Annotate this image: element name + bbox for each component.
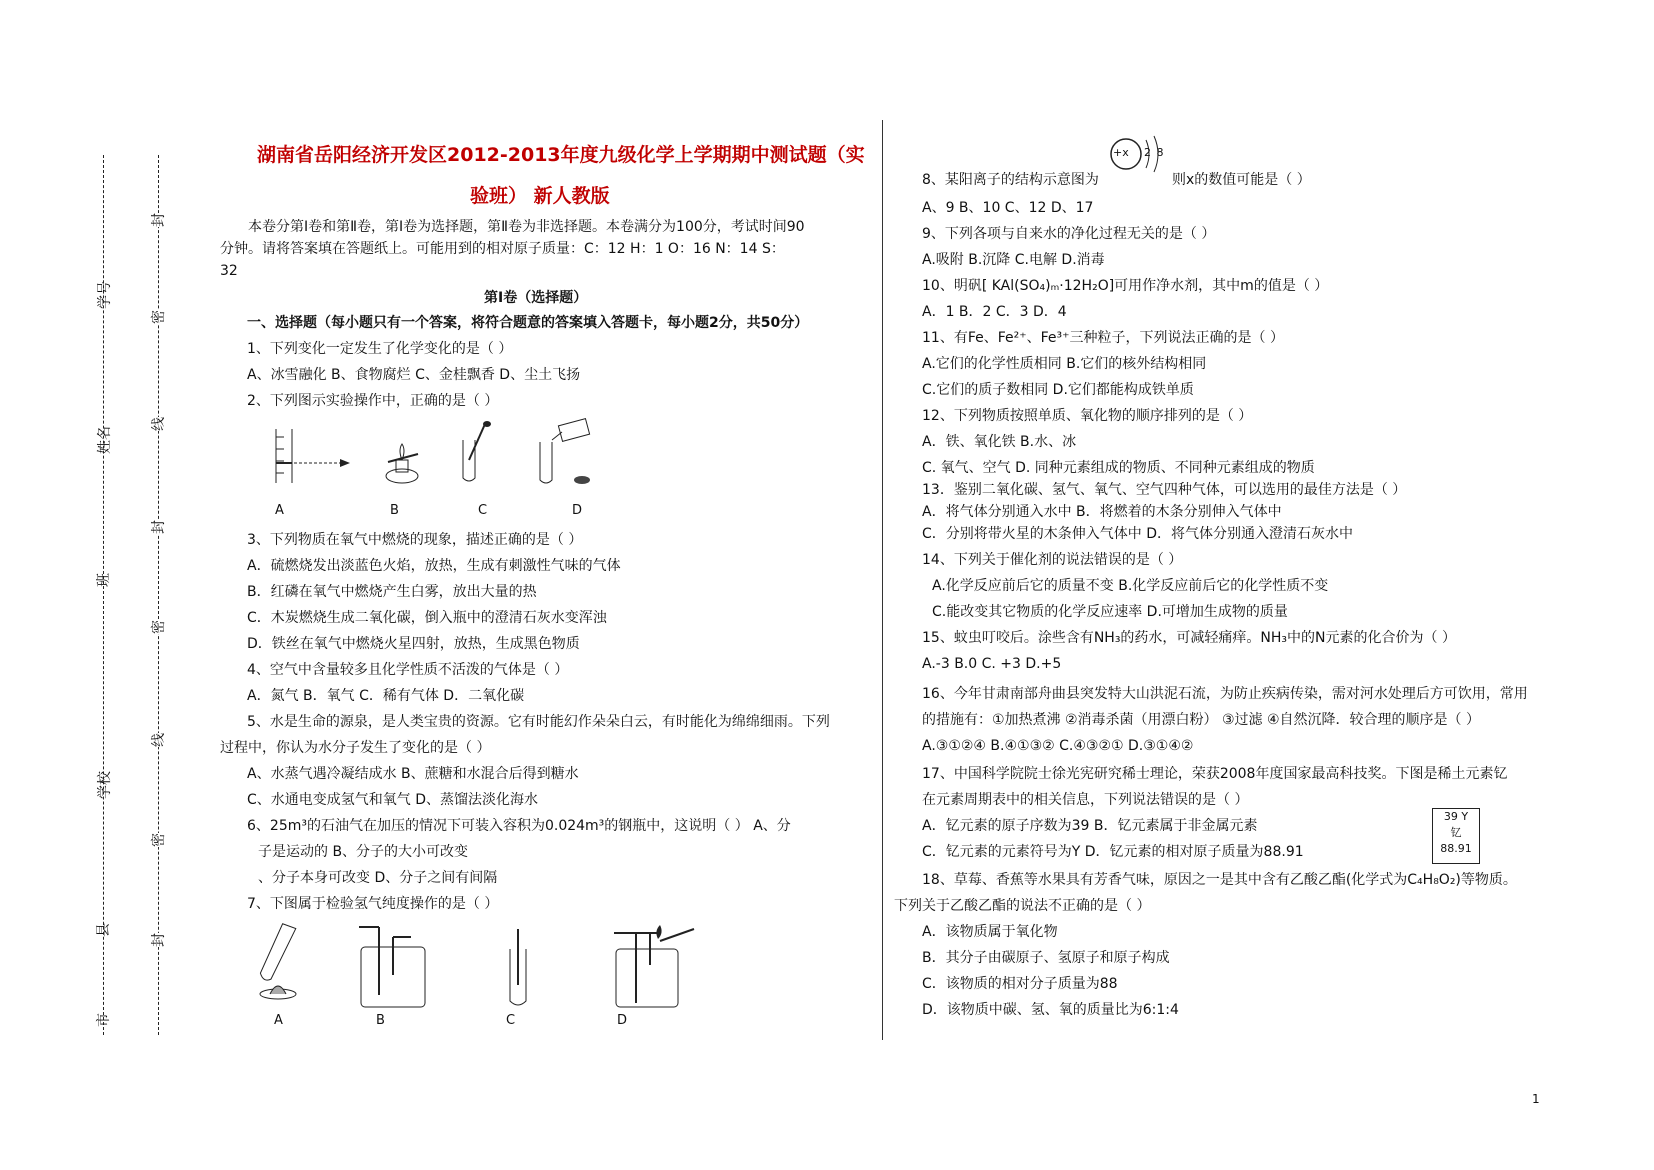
question-options: C．分别将带火星的木条伸入气体中 D．将气体分别通入澄清石灰水中 <box>922 526 1354 542</box>
question-stem: 3、下列物质在氧气中燃烧的现象，描述正确的是（ ） <box>247 532 583 548</box>
question-stem: 下列关于乙酸乙酯的说法不正确的是（ ） <box>894 898 1151 914</box>
label-city: 市 <box>96 1013 112 1027</box>
element-yttrium-card <box>1432 808 1480 864</box>
seal-char: 封 <box>146 213 170 227</box>
option-d: D．该物质中碳、氢、氧的质量比为6:1:4 <box>922 1002 1179 1018</box>
page-number: 1 <box>1532 1092 1540 1106</box>
option-c: C．该物质的相对分子质量为88 <box>922 976 1118 992</box>
figure-caption: B <box>376 1013 385 1028</box>
figure-caption: D <box>572 503 583 518</box>
figure-caption: A <box>275 503 284 518</box>
seal-char: 密 <box>146 310 170 324</box>
test-tube-dropper-figure <box>455 420 500 485</box>
binding-line-inner <box>158 155 159 1035</box>
figure-caption: A <box>274 1013 283 1028</box>
question-options: C.能改变其它物质的化学反应速率 D.可增加生成物的质量 <box>932 604 1288 620</box>
question-options: A．钇元素的原子序数为39 B．钇元素属于非金属元素 <box>922 818 1258 834</box>
question-options: A．氮气 B．氧气 C．稀有气体 D．二氧化碳 <box>247 688 525 704</box>
label-class: 班 <box>96 573 112 587</box>
question-stem: 在元素周期表中的相关信息，下列说法错误的是（ ） <box>922 792 1249 808</box>
gas-bottle-with-tubes-figure <box>355 925 430 1010</box>
question-stem: 7、下图属于检验氢气纯度操作的是（ ） <box>247 896 499 912</box>
figure-caption: C <box>478 503 488 518</box>
question-options: A、9 B、10 C、12 D、17 <box>922 200 1094 216</box>
question-stem: 13．鉴别二氧化碳、氢气、氧气、空气四种气体，可以选用的最佳方法是（ ） <box>922 482 1407 498</box>
question-options: A.化学反应前后它的质量不变 B.化学反应前后它的化学性质不变 <box>932 578 1329 594</box>
question-options: A.它们的化学性质相同 B.它们的核外结构相同 <box>922 356 1207 372</box>
question-stem: 9、下列各项与自来水的净化过程无关的是（ ） <box>922 226 1216 242</box>
question-stem: 过程中，你认为水分子发生了变化的是（ ） <box>220 740 491 756</box>
column-divider <box>882 120 883 1040</box>
test-tube-with-tube-figure <box>500 925 540 1010</box>
figure-caption: B <box>390 503 399 518</box>
question-options: A、冰雪融化 B、食物腐烂 C、金桂飘香 D、尘土飞扬 <box>247 367 581 383</box>
question-stem: 5、水是生命的源泉，是人类宝贵的资源。它有时能幻作朵朵白云，有时能化为绵绵细雨。下列 <box>247 714 830 730</box>
seal-char: 线 <box>146 417 170 431</box>
question-options: C. 氧气、空气 D. 同种元素组成的物质、不同种元素组成的物质 <box>922 460 1315 476</box>
question-options: A.③①②④ B.④①③② C.④③②① D.③①④② <box>922 738 1194 754</box>
seal-char: 线 <box>146 733 170 747</box>
question-options: C．钇元素的元素符号为Y D．钇元素的相对原子质量为88.91 <box>922 844 1304 860</box>
label-student-id: 学号 <box>97 281 113 309</box>
intro-line: 本卷分第Ⅰ卷和第Ⅱ卷，第Ⅰ卷为选择题，第Ⅱ卷为非选择题。本卷满分为100分，考试时间90 <box>248 219 805 235</box>
nucleus-charge: +x <box>1113 146 1129 159</box>
question-stem: 10、明矾[ KAl(SO₄)ₘ·12H₂O]可用作净水剂，其中m的值是（ ） <box>922 278 1329 294</box>
option-d: D．铁丝在氧气中燃烧火星四射，放热，生成黑色物质 <box>247 636 580 652</box>
option-b: B．红磷在氧气中燃烧产生白雾，放出大量的热 <box>247 584 537 600</box>
question-stem: 15、蚊虫叮咬后。涂些含有NH₃的药水，可减轻痛痒。NH₃中的N元素的化合价为（ ） <box>922 630 1456 646</box>
question-options: C、水通电变成氢气和氧气 D、蒸馏法淡化海水 <box>247 792 539 808</box>
gas-bottle-burning-figure <box>610 925 705 1010</box>
atomic-mass: 88.91 <box>1440 842 1472 855</box>
seal-char: 密 <box>146 833 170 847</box>
part-heading: 第Ⅰ卷（选择题） <box>484 290 588 306</box>
question-stem: 17、中国科学院院士徐光宪研究稀士理论，荣获2008年度国家最高科技奖。下图是稀土元素钇 <box>922 766 1508 782</box>
option-a: A．该物质属于氧化物 <box>922 924 1058 940</box>
question-options: A．1 B．2 C．3 D．4 <box>922 304 1067 320</box>
question-stem: 14、下列关于催化剂的说法错误的是（ ） <box>922 552 1183 568</box>
label-name: 姓名 <box>97 426 113 454</box>
question-stem: 18、草莓、香蕉等水果具有芳香气味，原因之一是其中含有乙酸乙酯(化学式为C₄H₈O₂)等物质。 <box>922 872 1517 888</box>
seal-char: 封 <box>146 520 170 534</box>
alcohol-lamp-figure <box>378 440 428 485</box>
question-stem: 6、25m³的石油气在加压的情况下可装入容积为0.024m³的钢瓶中，这说明（ ） A、分 <box>247 818 791 834</box>
question-options: 、分子本身可改变 D、分子之间有间隔 <box>258 870 498 886</box>
seal-char: 密 <box>146 620 170 634</box>
label-school: 学校 <box>97 771 113 799</box>
question-stem: 12、下列物质按照单质、氧化物的顺序排列的是（ ） <box>922 408 1253 424</box>
exam-title-line2: 验班） 新人教版 <box>470 185 610 207</box>
atomic-number-symbol: 39 Y <box>1443 810 1469 823</box>
question-options: C.它们的质子数相同 D.它们都能构成铁单质 <box>922 382 1194 398</box>
graduated-cylinder-reading-figure <box>270 425 360 485</box>
seal-char: 封 <box>146 933 170 947</box>
question-stem: 的措施有：①加热煮沸 ②消毒杀菌（用漂白粉） ③过滤 ④自然沉降．较合理的顺序是（ ） <box>922 712 1481 728</box>
question-options: A、水蒸气遇冷凝结成水 B、蔗糖和水混合后得到糖水 <box>247 766 579 782</box>
figure-caption: C <box>506 1013 516 1028</box>
label-county: 县 <box>96 923 112 937</box>
question-options: 子是运动的 B、分子的大小可改变 <box>258 844 469 860</box>
question-stem: 2、下列图示实验操作中，正确的是（ ） <box>247 393 499 409</box>
question-stem: 16、今年甘肃南部舟曲县突发特大山洪泥石流，为防止疾病传染，需对河水处理后方可饮用，常用 <box>922 686 1528 702</box>
question-stem: 4、空气中含量较多且化学性质不活泼的气体是（ ） <box>247 662 569 678</box>
section-heading: 一、选择题（每小题只有一个答案，将符合题意的答案填入答题卡，每小题2分，共50分） <box>247 315 809 331</box>
pouring-liquid-figure <box>530 418 600 488</box>
question-options: A.-3 B.0 C. +3 D.+5 <box>922 656 1062 672</box>
intro-line: 32 <box>220 263 238 279</box>
question-stem: 11、有Fe、Fe²⁺、Fe³⁺三种粒子，下列说法正确的是（ ） <box>922 330 1284 346</box>
exam-title-line1: 湖南省岳阳经济开发区2012-2013年度九级化学上学期期中测试题（实 <box>257 144 865 166</box>
question-stem: 则x的数值可能是（ ） <box>1172 172 1311 188</box>
question-options: A.吸附 B.沉降 C.电解 D.消毒 <box>922 252 1105 268</box>
question-options: A．铁、氧化铁 B.水、冰 <box>922 434 1077 450</box>
figure-caption: D <box>617 1013 628 1028</box>
intro-line: 分钟。请将答案填在答题纸上。可能用到的相对原子质量：C：12 H：1 O：16 N：14 S： <box>220 241 785 257</box>
option-c: C．木炭燃烧生成二氧化碳，倒入瓶中的澄清石灰水变浑浊 <box>247 610 607 626</box>
electron-shells: 2 8 <box>1144 146 1165 159</box>
option-a: A．硫燃烧发出淡蓝色火焰，放热，生成有刺激性气味的气体 <box>247 558 621 574</box>
question-stem: 8、某阳离子的结构示意图为 <box>922 172 1099 188</box>
option-b: B．其分子由碳原子、氢原子和原子构成 <box>922 950 1170 966</box>
question-options: A．将气体分别通入水中 B．将燃着的木条分别伸入气体中 <box>922 504 1282 520</box>
element-name: 钇 <box>1450 826 1462 839</box>
question-stem: 1、下列变化一定发生了化学变化的是（ ） <box>247 341 513 357</box>
test-tube-over-flame-figure <box>250 920 310 1005</box>
